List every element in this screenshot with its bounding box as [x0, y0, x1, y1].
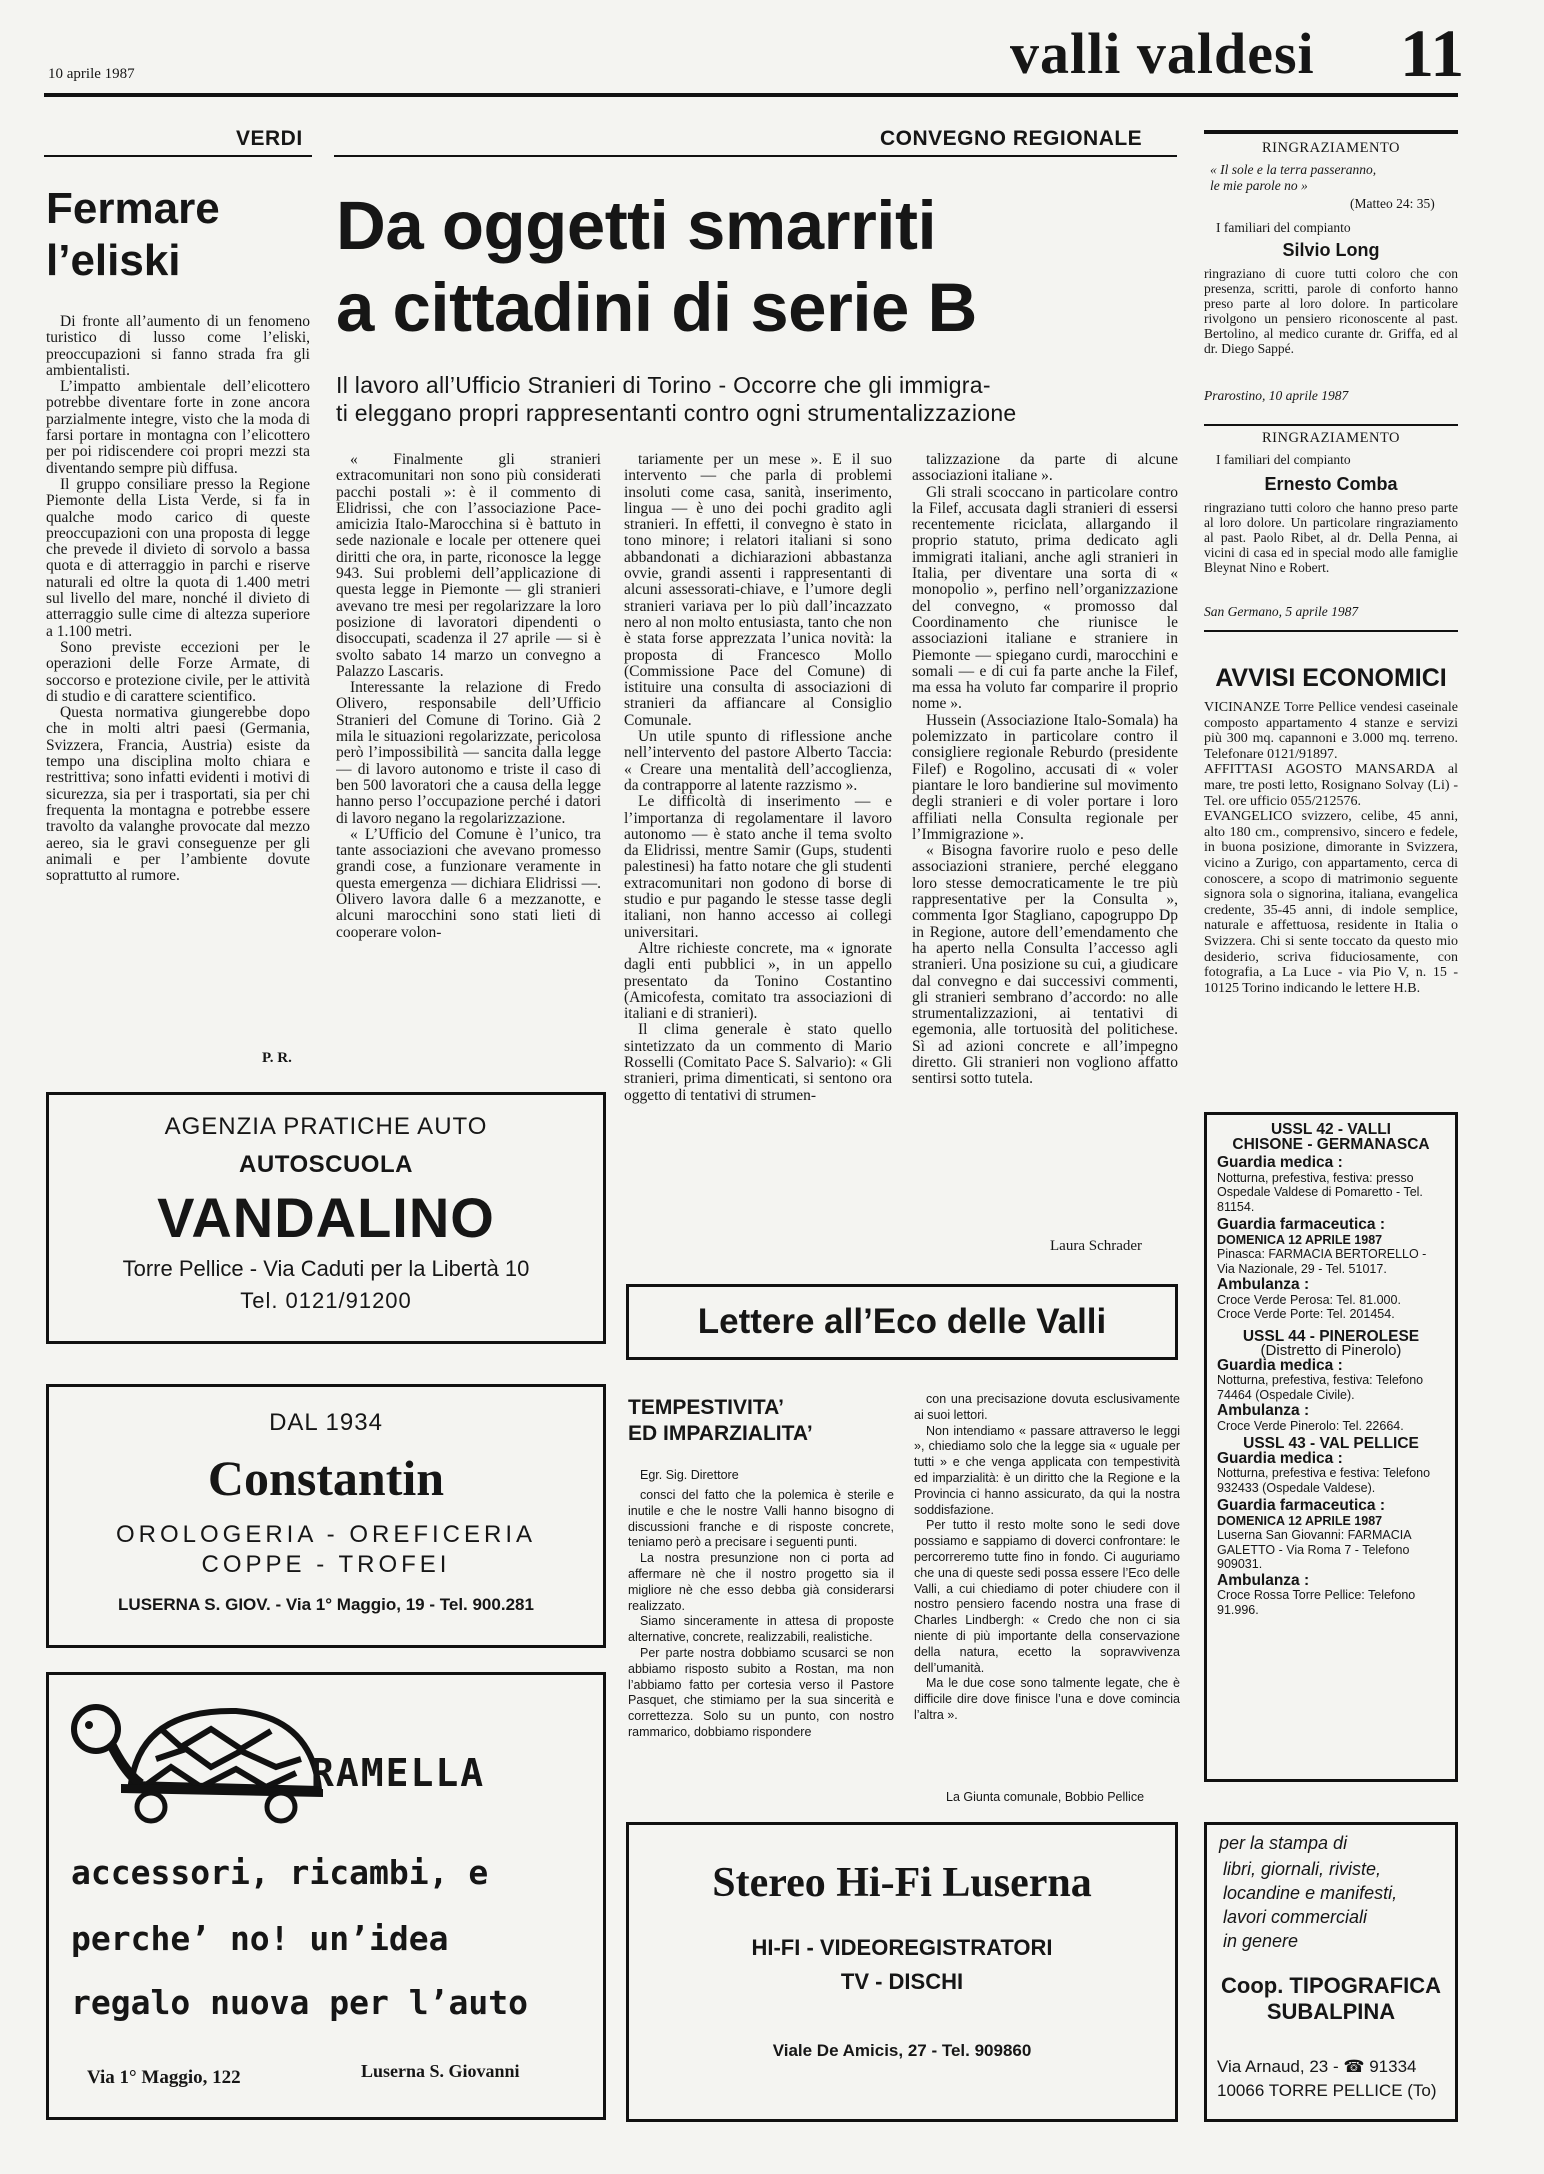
- ringraziamento-2-title: RINGRAZIAMENTO: [1261, 430, 1401, 446]
- letter-paragraph: Ma le due cose sono talmente legate, che è difficile dire dove finisce l’una e dove comincia l’altra ».: [914, 1676, 1180, 1722]
- ussl44-amb-text: Croce Verde Pinerolo: Tel. 22664.: [1217, 1418, 1404, 1433]
- constantin-line-1: OROLOGERIA - OREFICERIA: [115, 1521, 537, 1548]
- convegno-column-3: [912, 452, 1178, 1232]
- ussl42-guardia-label: Guardia medica :: [1217, 1154, 1343, 1171]
- convegno-subhead-1: Il lavoro all’Ufficio Stranieri di Torino - Occorre che gli immigra-: [336, 372, 991, 398]
- letter-paragraph: consci del fatto che la polemica è sterile e inutile e che le nostre Valli hanno bisogno di discussioni franche e di risposte concrete, teniamo però a precisare i seguenti punti.: [628, 1488, 894, 1550]
- article-paragraph: « Finalmente gli stranieri extracomunitari non sono più considerati pacchi postali »: è il commento di Elidrissi, che con l’associazione Pace-amicizia Italo-Marocchina si è battuto in sede nazionale e locale per ottenere quei diritti che ora, in parte, riconosce la legge 943. Sui problemi dell’applicazione di questa legge in Piemonte — gli stranieri avevano tre mesi per regolarizzare la loro posizione di lavoratori dipendenti o disoccupati, scadenza il 27 aprile — si è svolto sabato 14 marzo un convegno a Palazzo Lascaris.: [336, 452, 601, 680]
- ramella-name: RAMELLA: [311, 1751, 486, 1795]
- section-verdi: VERDI: [236, 127, 303, 150]
- ringraziamento-1-top-rule: [1204, 130, 1458, 134]
- ringraziamento-2-place-date: San Germano, 5 aprile 1987: [1204, 604, 1359, 619]
- ussl42-guardia-text: Notturna, prefestiva, festiva: presso Ospedale Valdese di Pomaretto - Tel. 81154.: [1217, 1170, 1423, 1214]
- convegno-headline-2: a cittadini di serie B: [336, 269, 977, 346]
- letter-paragraph: Per parte nostra dobbiamo scusarci se non abbiamo risposto subito a Rostan, ma non l’abbiamo fatto per cortesia verso il Pastore Pasquet, che stimiamo per la sua sincerità e correttezza. Solo su un punto, con nostro rammarico, dobbiamo rispondere: [628, 1645, 894, 1739]
- article-paragraph: « Bisogna favorire ruolo e peso delle associazioni straniere, perché eleggano loro stesse democraticamente le tre più rappresentative per la Consulta », commenta Igor Stagliano, capogruppo Dp in Regione, autore dell’emendamento che ha aperto nella Consulta l’accesso agli stranieri. Una posizione su cui, a giudicare dal convegno e dai successivi commenti, gli stranieri sembrano d’accordo: no alle strumentalizzazioni, ai tentativi di egemonia, alle tortuosità del politichese. Sì ad azioni concrete e all’impegno diretto. Gli stranieri non vogliono affatto sentirsi sotto tutela.: [912, 842, 1178, 1088]
- constantin-since: DAL 1934: [269, 1409, 383, 1436]
- ussl44-title-1: USSL 44 - PINEROLESE: [1242, 1327, 1420, 1345]
- tipografica-line-4: lavori commerciali: [1223, 1907, 1368, 1927]
- tipografica-line-1: per la stampa di: [1219, 1833, 1348, 1853]
- article-paragraph: Un utile spunto di riflessione anche nell’intervento del pastore Alberto Taccia: « Creare una mentalità dell’accoglienza, da contrapporre al latente razzismo ».: [624, 728, 892, 794]
- ussl44-guardia-text: Notturna, prefestiva, festiva: Telefono 74464 (Ospedale Civile).: [1217, 1373, 1424, 1402]
- ussl43-farm-label: Guardia farmaceutica :: [1217, 1497, 1385, 1514]
- tipografica-name-1: Coop. TIPOGRAFICA: [1221, 1973, 1441, 1998]
- vandalino-line-2: AUTOSCUOLA: [239, 1151, 413, 1178]
- ringraziamento-1-quote-ref: (Matteo 24: 35): [1350, 196, 1435, 211]
- tipografica-line-5: in genere: [1223, 1931, 1299, 1951]
- constantin-name: Constantin: [207, 1450, 445, 1506]
- header-rule: [44, 93, 1458, 97]
- article-paragraph: Sono previste eccezioni per le operazioni delle Forze Armate, di soccorso e protezione civile, per le attività di studio e di carattere scientifico.: [46, 638, 310, 705]
- article-paragraph: Altre richieste concrete, ma « ignorate dagli enti pubblici », in un appello presentato da Tonino Costantino (Amicofesta, comitato tra associazioni di italiani e di stranieri).: [624, 939, 892, 1023]
- tipografica-name-2: SUBALPINA: [1266, 1999, 1396, 2024]
- article-paragraph: Le difficoltà di inserimento — e l’importanza di regolamentare il lavoro autonomo — è stato anche il tema svolto da Elidrissi, mentre Samir (Gups, studenti palestinesi) ha fatto notare che gli studenti extracomunitari non godono di borse di studio e pur pagando le stesse tasse degli italiani, non hanno accesso ai collegi universitari.: [624, 793, 892, 941]
- ussl43-farm-text: Luserna San Giovanni: FARMACIA GALETTO - Via Roma 7 - Telefono 909031.: [1217, 1528, 1411, 1571]
- masthead: valli valdesi: [1010, 21, 1315, 86]
- turtle-logo-icon: [61, 1689, 331, 1829]
- article-paragraph: Il clima generale è stato quello sintetizzato da un commento di Mario Rosselli (Comitato Pace S. Salvario): « Gli stranieri, prima dimenticati, si sentono ora oggetto di tentativi di strumen-: [624, 1021, 892, 1104]
- tipografica-line-2: libri, giornali, riviste,: [1223, 1859, 1382, 1879]
- ussl42-amb-text-1: Croce Verde Perosa: Tel. 81.000.: [1217, 1292, 1401, 1307]
- article-paragraph: talizzazione da parte di alcune associazioni italiane ».: [912, 452, 1178, 485]
- ussl42-title-2: CHISONE - GERMANASCA: [1232, 1135, 1430, 1153]
- ringraziamento-1-body: ringraziano di cuore tutti coloro che con presenza, scritti, parole di conforto hanno preso parte al loro dolore. In particolare rivolgono un pensiero riconoscente al past. Bertolino, al medico curante dr. Griffa, ed al dr. Diego Sappé.: [1204, 266, 1458, 356]
- convegno-column-2: [624, 452, 892, 1256]
- convegno-subhead-2: ti eleggano propri rappresentanti contro ogni strumentalizzazione: [336, 400, 1017, 426]
- constantin-line-2: COPPE - TROFEI: [201, 1551, 451, 1578]
- tipografica-address-2: 10066 TORRE PELLICE (To): [1217, 2081, 1437, 2100]
- article-paragraph: Gli strali scoccano in particolare contro la Filef, accusata dagli stranieri di essersi recentemente riciclata, allargando il proprio statuto, prima dedicato agli immigrati italiani, anche agli stranieri in Italia, per diventare una sorta di « monopolio », perfino nell’organizzazione del convegno, « promosso dal Coordinamento che riunisce le associazioni italiane e straniere in Piemonte — spiegano curdi, marocchini e somali — e di cui fa parte anche la Filef, ma essa ha voluto far comparire il proprio nome ».: [912, 483, 1178, 713]
- ussl-box: [1204, 1112, 1458, 1782]
- ramella-address: Via 1° Maggio, 122: [87, 2067, 241, 2088]
- vandalino-address: Torre Pellice - Via Caduti per la Libertà 10: [122, 1256, 530, 1281]
- ramella-line-3: regalo nuova per l’auto: [71, 1983, 528, 2022]
- ussl44-amb-label: Ambulanza :: [1217, 1402, 1310, 1419]
- article-paragraph: « L’Ufficio del Comune è l’unico, tra tante associazioni che avevano promesso grandi cose, a funzionare veramente in questa emergenza — dichiara Elidrissi —. Olivero lavora dalle 6 a mezzanotte, e alcuni marocchini sono stati lieti di cooperare volon-: [336, 825, 601, 941]
- ussl42-farm-date: DOMENICA 12 APRILE 1987: [1217, 1232, 1383, 1247]
- ussl44-guardia-label: Guardia medica :: [1217, 1356, 1343, 1374]
- section-rule-verdi: [44, 155, 312, 157]
- ussl42-farm-label: Guardia farmaceutica :: [1217, 1216, 1385, 1233]
- lettere-salutation: Egr. Sig. Direttore: [640, 1468, 739, 1482]
- article-paragraph: Di fronte all’aumento di un fenomeno turistico di lusso come l’eliski, preoccupazioni si fanno strada fra gli ambientalisti.: [46, 314, 310, 379]
- convegno-column-1: [336, 452, 601, 1060]
- ringraziamento-1-title: RINGRAZIAMENTO: [1261, 140, 1401, 156]
- page-number: 11: [1400, 15, 1465, 91]
- ussl43-guardia-label: Guardia medica :: [1217, 1449, 1343, 1467]
- ramella-line-1: accessori, ricambi, e: [71, 1853, 489, 1892]
- lettere-column-2: [914, 1392, 1180, 1788]
- stereo-address: Viale De Amicis, 27 - Tel. 909860: [772, 2041, 1032, 2060]
- verdi-signature: P. R.: [262, 1050, 292, 1066]
- ringraziamento-1-quote-1: « Il sole e la terra passeranno,: [1210, 162, 1377, 177]
- article-paragraph: Interessante la relazione di Fredo Olivero, responsabile dell’Ufficio Stranieri del Comune di Torino. Già 2 mila le situazioni regolarizzate, pericolosa però l’impossibilità — sancita dalla legge — di lavoro autonomo e triste il caso di ben 500 lavoratori che a causa della legge hanno perso l’occupazione perché i datori di lavoro negano la regolarizzazione.: [336, 679, 601, 827]
- issue-date: 10 aprile 1987: [48, 66, 135, 82]
- ad-stereo: [626, 1822, 1178, 2122]
- ussl44-title-2: (Distretto di Pinerolo): [1260, 1342, 1402, 1359]
- stereo-line-2: TV - DISCHI: [840, 1969, 964, 1994]
- ussl42-title-1: USSL 42 - VALLI: [1270, 1121, 1391, 1138]
- ussl42-farm-text: Pinasca: FARMACIA BERTORELLO - Via Nazionale, 29 - Tel. 51017.: [1217, 1247, 1427, 1276]
- letter-paragraph: Non intendiamo « passare attraverso le leggi », chiediamo solo che la legge sia « uguale per tutti » e che venga applicata con tempestività ed imparzialità: è un diritto che la Regione e la Provincia ci hanno assicurato, da qui la nostra soddisfazione.: [914, 1423, 1180, 1517]
- vandalino-phone: Tel. 0121/91200: [240, 1288, 412, 1313]
- lettere-signature: La Giunta comunale, Bobbio Pellice: [946, 1790, 1145, 1804]
- tipografica-line-3: locandine e manifesti,: [1223, 1883, 1398, 1903]
- ad-constantin: [46, 1384, 606, 1648]
- lettere-column-1: [628, 1488, 894, 1814]
- ringraziamento-1-name: Silvio Long: [1282, 240, 1380, 260]
- stereo-line-1: HI-FI - VIDEOREGISTRATORI: [751, 1935, 1053, 1960]
- ussl43-amb-label: Ambulanza :: [1217, 1571, 1310, 1589]
- convegno-signature: Laura Schrader: [1050, 1238, 1143, 1254]
- ringraziamento-2-intro: I familiari del compianto: [1216, 452, 1351, 467]
- lettere-headline-2: ED IMPARZIALITA’: [628, 1422, 813, 1445]
- lettere-headline-1: TEMPESTIVITA’: [628, 1396, 784, 1419]
- ringraziamento-2-top-rule: [1204, 424, 1458, 426]
- article-paragraph: Questa normativa giungerebbe dopo che in molti altri paesi (Germania, Svizzera, Francia, Austria) esiste da tempo una disciplina molto chiara e restrittiva; sono infatti evidenti i motivi di sicurezza, sia per i trasportati, sia per chi frequenta la montagna e potrebbe essere travolto da valanghe provocate dal mezzo aereo, sia le gravi conseguenze per gli animali e per l’ambiente dovute soprattutto al rumore.: [46, 704, 310, 885]
- avvisi-title: AVVISI ECONOMICI: [1215, 664, 1447, 692]
- verdi-headline-1: Fermare: [46, 184, 220, 233]
- verdi-article-body: [46, 314, 310, 1046]
- avviso-item: EVANGELICO svizzero, celibe, 45 anni, alto 180 cm., comprensivo, sincero e fedele, in buona posizione, dimorante in Svizzera, vicino a Zurigo, con appartamento, cerca di conoscere, a scopo di matrimonio seguente signora sola o signorina, italiana, evangelica credente, 35-45 anni, di indole semplice, naturale e affettuosa, residente in Italia o Svizzera. Chi si sente toccato da questo mio desiderio, scriva fiduciosamente, con fotografia, a La Luce - via Pio V, n. 15 - 10125 Torino indicando le lettere H.B.: [1204, 809, 1458, 996]
- vandalino-line-1: AGENZIA PRATICHE AUTO: [164, 1113, 488, 1140]
- ringraziamento-2-body: ringraziano tutti coloro che hanno preso parte al loro dolore. Un particolare ringraziamento al past. Paolo Ribet, al dr. Della Penna, ai vicini di casa ed in special modo alle famiglie Bleynat Nino e Robert.: [1204, 500, 1458, 575]
- section-rule-convegno: [334, 155, 1177, 157]
- ad-ramella: [46, 1672, 606, 2120]
- avviso-item: VICINANZE Torre Pellice vendesi caseinale composto appartamento 4 stanze e servizi più 300 mq. capannoni e 3.000 mq. terreno. Telefonare 0121/91897.: [1204, 700, 1458, 762]
- convegno-headline-1: Da oggetti smarriti: [336, 187, 937, 264]
- ramella-town: Luserna S. Giovanni: [361, 2061, 520, 2081]
- article-paragraph: tariamente per un mese ». E il suo intervento — che parla di problemi insoluti come casa, sanità, inserimento, lingua — è uno dei pochi gradito agli stranieri. In effetti, il convegno è stato in tono minore; i relatori italiani si sono abbandonati a dichiarazioni abbastanza ovvie, grandi assenti i rappresentanti di alcuni assessorati-chiave, e l’umore degli stranieri variava per lo più dall’incazzato nero al non molto entusiasta, tanto che non è stata forse apprezzata l’unica novità: la proposta di Francesco Mollo (Commissione Pace del Comune) di istituire una consulta di associazioni di stranieri da affiancare al Consiglio Comunale.: [624, 452, 892, 729]
- ussl42-amb-label: Ambulanza :: [1217, 1276, 1310, 1293]
- vandalino-name: VANDALINO: [157, 1186, 495, 1249]
- ringraziamento-1-quote-2: le mie parole no »: [1210, 178, 1308, 193]
- avviso-item: AFFITTASI AGOSTO MANSARDA al mare, tre posti letto, Rosignano Solvay (Li) - Tel. ore ufficio 055/212576.: [1204, 762, 1458, 809]
- ringraziamento-1-place-date: Prarostino, 10 aprile 1987: [1204, 388, 1349, 403]
- letter-paragraph: Per tutto il resto molte sono le sedi dove possiamo e sappiamo di doverci confrontare: le percorreremo tutte fino in fondo. Ci auguriamo che una di queste sedi possa essere l’Eco delle Valli, a cui chiediamo di poter chiudere con il nostro pensiero facendo nostra una frase di Charles Lindbergh: « Credo che non ci sia niente di più importante della conservazione della natura, ecetto la sopravvivenza dell’umanità.: [914, 1518, 1180, 1675]
- ussl43-amb-text: Croce Rossa Torre Pellice: Telefono 91.996.: [1217, 1588, 1416, 1617]
- letter-paragraph: con una precisazione dovuta esclusivamente ai suoi lettori.: [914, 1392, 1180, 1422]
- letter-paragraph: La nostra presunzione non ci porta ad affermare nè che il nostro progetto sia il migliore nè che esso debba già considerarsi realizzato.: [628, 1551, 894, 1613]
- lettere-banner: Lettere all’Eco delle Valli: [626, 1284, 1178, 1360]
- ad-tipografica: [1204, 1822, 1458, 2122]
- ussl42-amb-text-2: Croce Verde Porte: Tel. 201454.: [1217, 1307, 1395, 1321]
- article-paragraph: L’impatto ambientale dell’elicottero potrebbe diventare forte in zone ancora parzialmente integre, visto che la moda di farsi portare in montagna con l’elicottero per poi ridiscendere coi propri mezzi sta diventando sempre più diffusa.: [46, 378, 310, 477]
- tipografica-address-1: Via Arnaud, 23 - ☎ 91334: [1217, 2057, 1417, 2076]
- ussl43-guardia-text: Notturna, prefestiva e festiva: Telefono 932433 (Ospedale Valdese).: [1217, 1466, 1431, 1495]
- ussl43-farm-date: DOMENICA 12 APRILE 1987: [1217, 1513, 1383, 1528]
- ringraziamento-2-name: Ernesto Comba: [1264, 474, 1398, 494]
- ussl43-title: USSL 43 - VAL PELLICE: [1243, 1435, 1419, 1452]
- section-convegno: CONVEGNO REGIONALE: [880, 127, 1143, 150]
- constantin-address: LUSERNA S. GIOV. - Via 1° Maggio, 19 - Tel. 900.281: [118, 1595, 534, 1614]
- article-paragraph: Il gruppo consiliare presso la Regione Piemonte della Lista Verde, si fa in qualche modo carico di queste preoccupazioni con una proposta di legge che prevede il divieto di sorvolo a bassa quota e di atterraggio in parchi e riserve naturali ed oltre la quota di 1.400 metri sul livello del mare, nonché il divieto di atterraggio sulle cime di altezza superiore a 1.100 metri.: [46, 475, 310, 640]
- avvisi-list: [1204, 700, 1458, 1120]
- ad-vandalino: [46, 1092, 606, 1344]
- article-paragraph: Hussein (Associazione Italo-Somala) ha polemizzato in particolare contro il consigliere regionale Reburdo (presidente Filef) e Rogolino, accusati di « voler piantare le loro bandierine sul movimento degli stranieri e di voler portare i loro affiliati nella Consulta regionale per l’Immigrazione ».: [912, 711, 1178, 843]
- stereo-name: Stereo Hi-Fi Luserna: [712, 1860, 1092, 1906]
- ringraziamento-1-intro: I familiari del compianto: [1216, 220, 1351, 235]
- ringraziamento-2-bottom-rule: [1204, 630, 1458, 632]
- ramella-line-2: perche’ no! un’idea: [71, 1919, 449, 1958]
- verdi-headline-2: l’eliski: [46, 236, 181, 285]
- letter-paragraph: Siamo sinceramente in attesa di proposte alternative, concrete, realizzabili, realistiche.: [628, 1614, 894, 1645]
